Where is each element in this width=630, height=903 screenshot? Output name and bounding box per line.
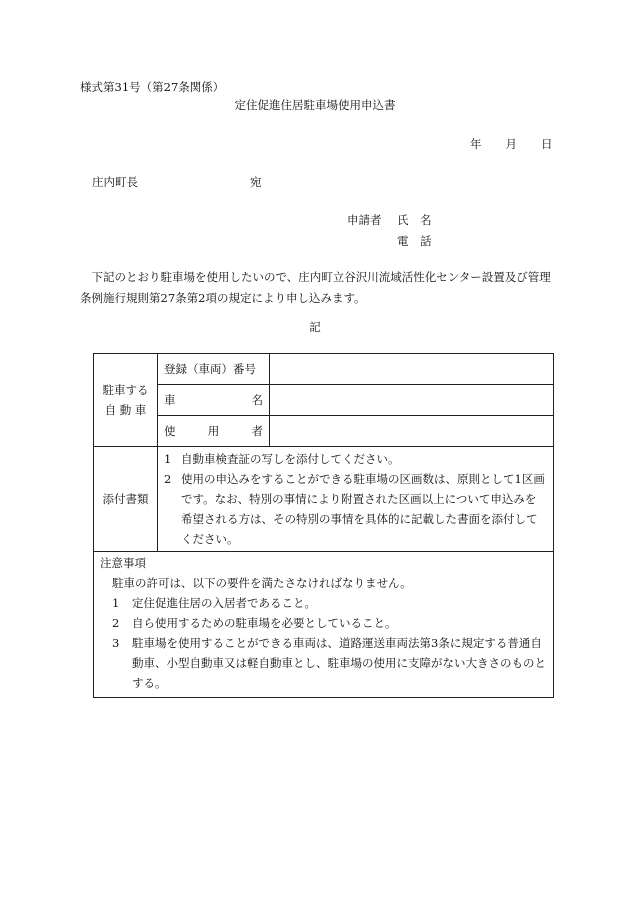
applicant-phone-label: 電 話 bbox=[397, 234, 432, 248]
vehicle-name-label-b: 名 bbox=[251, 393, 263, 407]
note-text: 駐車場を使用することができる車両は、道路運送車両法第3条に規定する普通自動車、小型自動車又は軽自動車とし、駐車場の使用に支障がない大きさのものとする。 bbox=[132, 636, 546, 690]
document-title: 定住促進住居駐車場使用申込書 bbox=[234, 98, 396, 112]
date-day: 日 bbox=[541, 137, 553, 151]
note-text: 定住促進住居の入居者であること。 bbox=[132, 596, 316, 610]
ki-heading: 記 bbox=[309, 320, 321, 334]
user-label-c: 者 bbox=[251, 424, 263, 438]
user-label-a: 使 bbox=[164, 424, 176, 438]
vehicle-name-label-cell bbox=[158, 385, 270, 416]
notes-intro: 駐車の許可は、以下の要件を満たさなければなりません。 bbox=[112, 576, 412, 590]
attachment-number: 2 bbox=[164, 472, 172, 486]
registration-label: 登録（車両）番号 bbox=[158, 354, 270, 385]
application-form-table bbox=[93, 353, 554, 698]
registration-row bbox=[94, 354, 554, 385]
vehicle-name-label-a: 車 bbox=[164, 393, 176, 407]
applicant-role: 申請者 bbox=[347, 213, 382, 227]
note-number: 1 bbox=[112, 596, 120, 610]
vehicle-name-value-field[interactable] bbox=[270, 385, 554, 416]
date-year: 年 bbox=[470, 137, 482, 151]
note-number: 2 bbox=[112, 616, 120, 630]
attachment-item bbox=[164, 449, 547, 469]
attachment-text: 自動車検査証の写しを添付してください。 bbox=[181, 452, 400, 466]
date-month: 月 bbox=[505, 137, 517, 151]
user-value-field[interactable] bbox=[270, 416, 554, 447]
vehicle-header-line1: 駐車する bbox=[102, 383, 149, 397]
addressee-name: 庄内町長 bbox=[92, 175, 138, 189]
form-number: 様式第31号（第27条関係） bbox=[80, 80, 225, 94]
vehicle-header-line2: 自 動 車 bbox=[104, 403, 147, 417]
application-statement: 下記のとおり駐車場を使用したいので、庄内町立谷沢川流域活性化センター設置及び管理条例施行規則第27条第2項の規定により申し込みます。 bbox=[80, 270, 551, 305]
attachment-text: 使用の申込みをすることができる駐車場の区画数は、原則として1区画です。なお、特別の事情により附置された区画以上について申込みを希望される方は、その特別の事情を具体的に記載した書面を添付してください。 bbox=[181, 472, 545, 546]
notes-row bbox=[94, 552, 554, 698]
attachment-item bbox=[164, 469, 547, 549]
notes-heading: 注意事項 bbox=[100, 556, 146, 570]
user-row bbox=[94, 416, 554, 447]
applicant-block bbox=[347, 210, 432, 252]
attachments-content bbox=[158, 447, 554, 552]
user-label-cell bbox=[158, 416, 270, 447]
note-item bbox=[100, 593, 547, 613]
note-number: 3 bbox=[112, 636, 120, 650]
note-item bbox=[100, 613, 547, 633]
note-text: 自ら使用するための駐車場を必要としていること。 bbox=[132, 616, 397, 630]
registration-value-field[interactable] bbox=[270, 354, 554, 385]
attachments-row bbox=[94, 447, 554, 552]
note-item bbox=[100, 633, 547, 693]
attachment-number: 1 bbox=[164, 452, 172, 466]
addressee-suffix: 宛 bbox=[250, 175, 262, 189]
notes-cell bbox=[94, 552, 554, 698]
applicant-name-label: 氏 名 bbox=[397, 213, 432, 227]
user-label-b: 用 bbox=[207, 424, 220, 438]
attachments-label: 添付書類 bbox=[94, 447, 158, 552]
vehicle-name-row bbox=[94, 385, 554, 416]
vehicle-header-cell bbox=[94, 354, 158, 447]
date-line bbox=[470, 138, 553, 152]
